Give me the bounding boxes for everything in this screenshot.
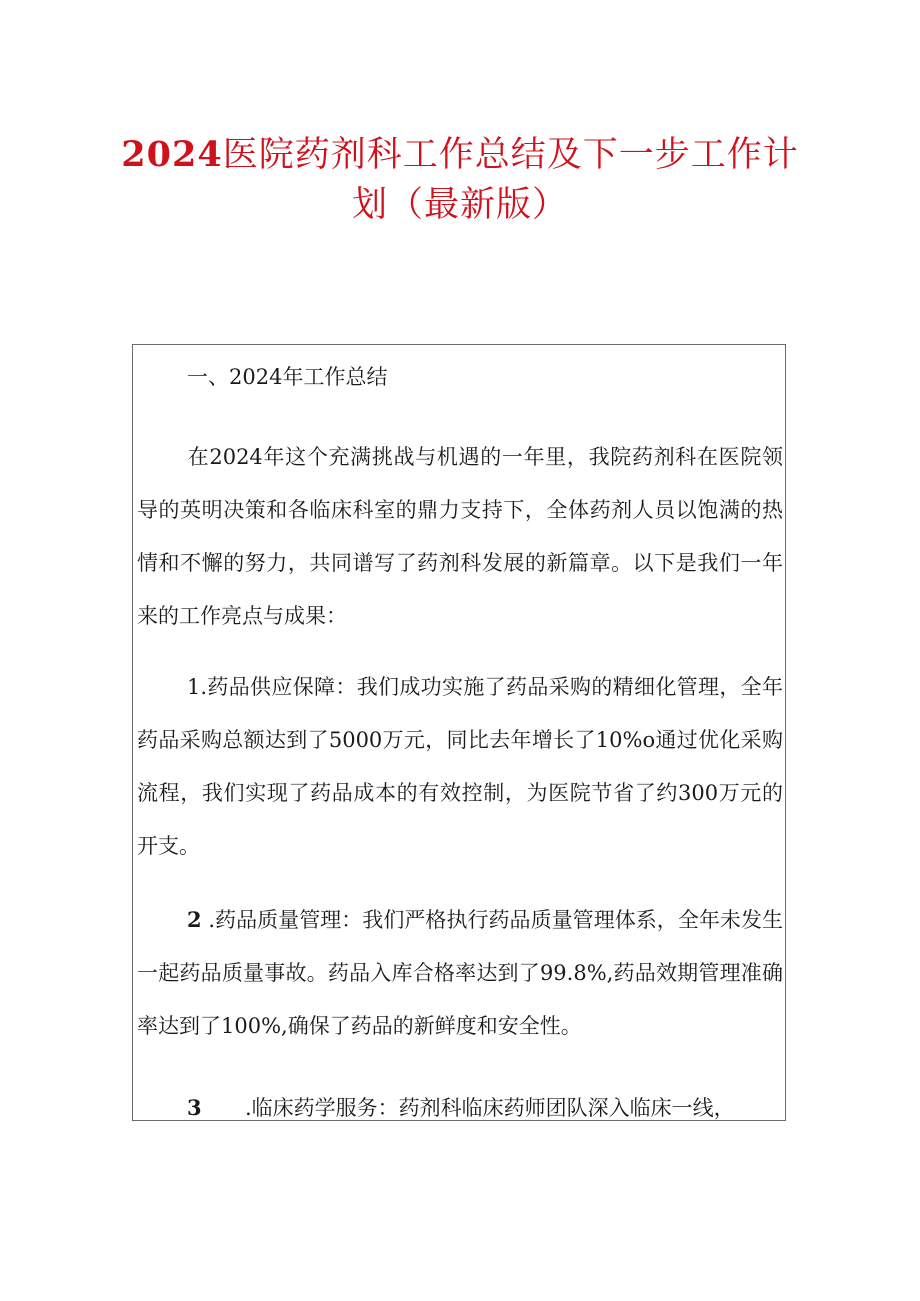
paragraph-item-2 bbox=[137, 893, 783, 1053]
item-2-number: 2 bbox=[187, 907, 202, 932]
section-heading-text: 一、2024年工作总结 bbox=[187, 365, 388, 389]
content-frame bbox=[132, 344, 786, 1121]
paragraph-item-1-text: 1.药品供应保障：我们成功实施了药品采购的精细化管理，全年药品采购总额达到了5000万元，同比去年增长了10%o通过优化采购流程，我们实现了药品成本的有效控制，为医院节省了约300万元的开支。 bbox=[137, 675, 783, 858]
section-heading bbox=[137, 351, 783, 404]
paragraph-item-3 bbox=[137, 1081, 783, 1121]
title-line2: 划（最新版） bbox=[351, 185, 568, 225]
paragraph-intro bbox=[137, 431, 783, 643]
title-line1: 医院药剂科工作总结及下一步工作计 bbox=[222, 135, 799, 175]
paragraph-item-3-text: .临床药学服务：药剂科临床药师团队深入临床一线， bbox=[245, 1096, 735, 1120]
paragraph-intro-text: 在2024年这个充满挑战与机遇的一年里，我院药剂科在医院领导的英明决策和各临床科室的鼎力支持下，全体药剂人员以饱满的热情和不懈的努力，共同谱写了药剂科发展的新篇章。以下是我们一年来的工作亮点与成果： bbox=[137, 445, 783, 628]
paragraph-item-2-text: .药品质量管理：我们严格执行药品质量管理体系，全年未发生一起药品质量事故。药品入库合格率达到了99.8%,药品效期管理准确率达到了100%,确保了药品的新鲜度和安全性。 bbox=[137, 908, 783, 1038]
title-year: 2024 bbox=[121, 134, 223, 175]
paragraph-item-1 bbox=[137, 661, 783, 873]
document-title bbox=[0, 130, 920, 230]
item-3-number: 3 bbox=[187, 1095, 202, 1120]
